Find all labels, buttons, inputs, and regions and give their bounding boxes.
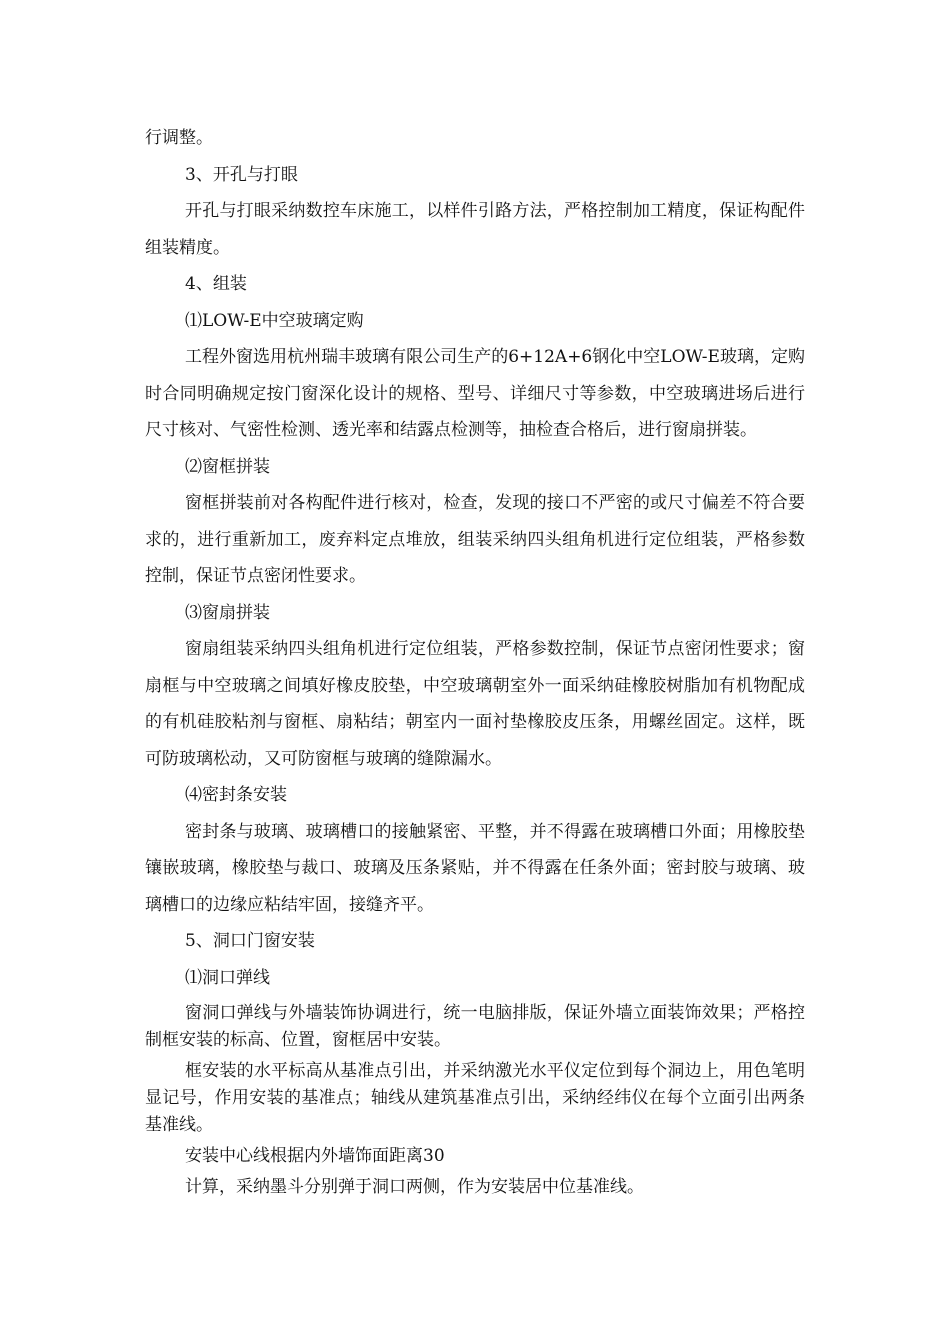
section-heading-opening-install: 5、洞口门窗安装 xyxy=(185,931,315,951)
subheading-seal-strip: ⑷密封条安装 xyxy=(185,785,287,805)
paragraph-continuation: 行调整。 xyxy=(145,128,213,148)
section-heading-drilling: 3、开孔与打眼 xyxy=(185,164,298,185)
paragraph-lowe-glass: 工程外窗选用杭州瑞丰玻璃有限公司生产的6+12A+6钢化中空LOW-E玻璃，定购时合同明确规定按门窗深化设计的规格、型号、详细尺寸等参数，中空玻璃进场后进行尺寸核对、气密性检测、透光率和结露点检测等，抽检查合格后，进行窗扇拼装。 xyxy=(145,347,805,440)
section-heading-assembly: 4、组装 xyxy=(185,274,247,294)
paragraph-centerline-calc: 计算，采纳墨斗分别弹于洞口两侧，作为安装居中位基准线。 xyxy=(185,1177,644,1197)
paragraph-frame-assembly: 窗框拼装前对各构配件进行核对，检查，发现的接口不严密的或尺寸偏差不符合要求的，进行重新加工，废弃料定点堆放，组装采纳四头组角机进行定位组装，严格参数控制，保证节点密闭性要求。 xyxy=(145,493,805,586)
paragraph-drilling: 开孔与打眼采纳数控车床施工，以样件引路方法，严格控制加工精度，保证构配件组装精度。 xyxy=(145,201,805,258)
subheading-lowe-glass: ⑴LOW-E中空玻璃定购 xyxy=(185,310,364,331)
subheading-sash-assembly: ⑶窗扇拼装 xyxy=(185,602,270,623)
paragraph-opening-marking: 窗洞口弹线与外墙装饰协调进行，统一电脑排版，保证外墙立面装饰效果；严格控制框安装的标高、位置，窗框居中安装。 xyxy=(145,1003,805,1050)
document-body xyxy=(145,120,805,1201)
subheading-frame-assembly: ⑵窗框拼装 xyxy=(185,456,270,477)
paragraph-centerline: 安装中心线根据内外墙饰面距离30 xyxy=(185,1146,445,1166)
paragraph-seal-strip: 密封条与玻璃、玻璃槽口的接触紧密、平整，并不得露在玻璃槽口外面；用橡胶垫镶嵌玻璃，橡胶垫与裁口、玻璃及压条紧贴，并不得露在任条外面；密封胶与玻璃、玻璃槽口的边缘应粘结牢固，接缝齐平。 xyxy=(145,821,805,915)
subheading-opening-marking: ⑴洞口弹线 xyxy=(185,967,270,988)
paragraph-sash-assembly: 窗扇组装采纳四头组角机进行定位组装，严格参数控制，保证节点密闭性要求；窗扇框与中空玻璃之间填好橡皮胶垫，中空玻璃朝室外一面采纳硅橡胶树脂加有机物配成的有机硅胶粘剂与窗框、扇粘结；朝室内一面衬垫橡胶皮压条，用螺丝固定。这样，既可防玻璃松动，又可防窗框与玻璃的缝隙漏水。 xyxy=(145,639,805,769)
paragraph-level-reference: 框安装的水平标高从基准点引出，并采纳激光水平仪定位到每个洞边上，用色笔明显记号，作用安装的基准点；轴线从建筑基准点引出，采纳经纬仪在每个立面引出两条基准线。 xyxy=(145,1061,805,1135)
